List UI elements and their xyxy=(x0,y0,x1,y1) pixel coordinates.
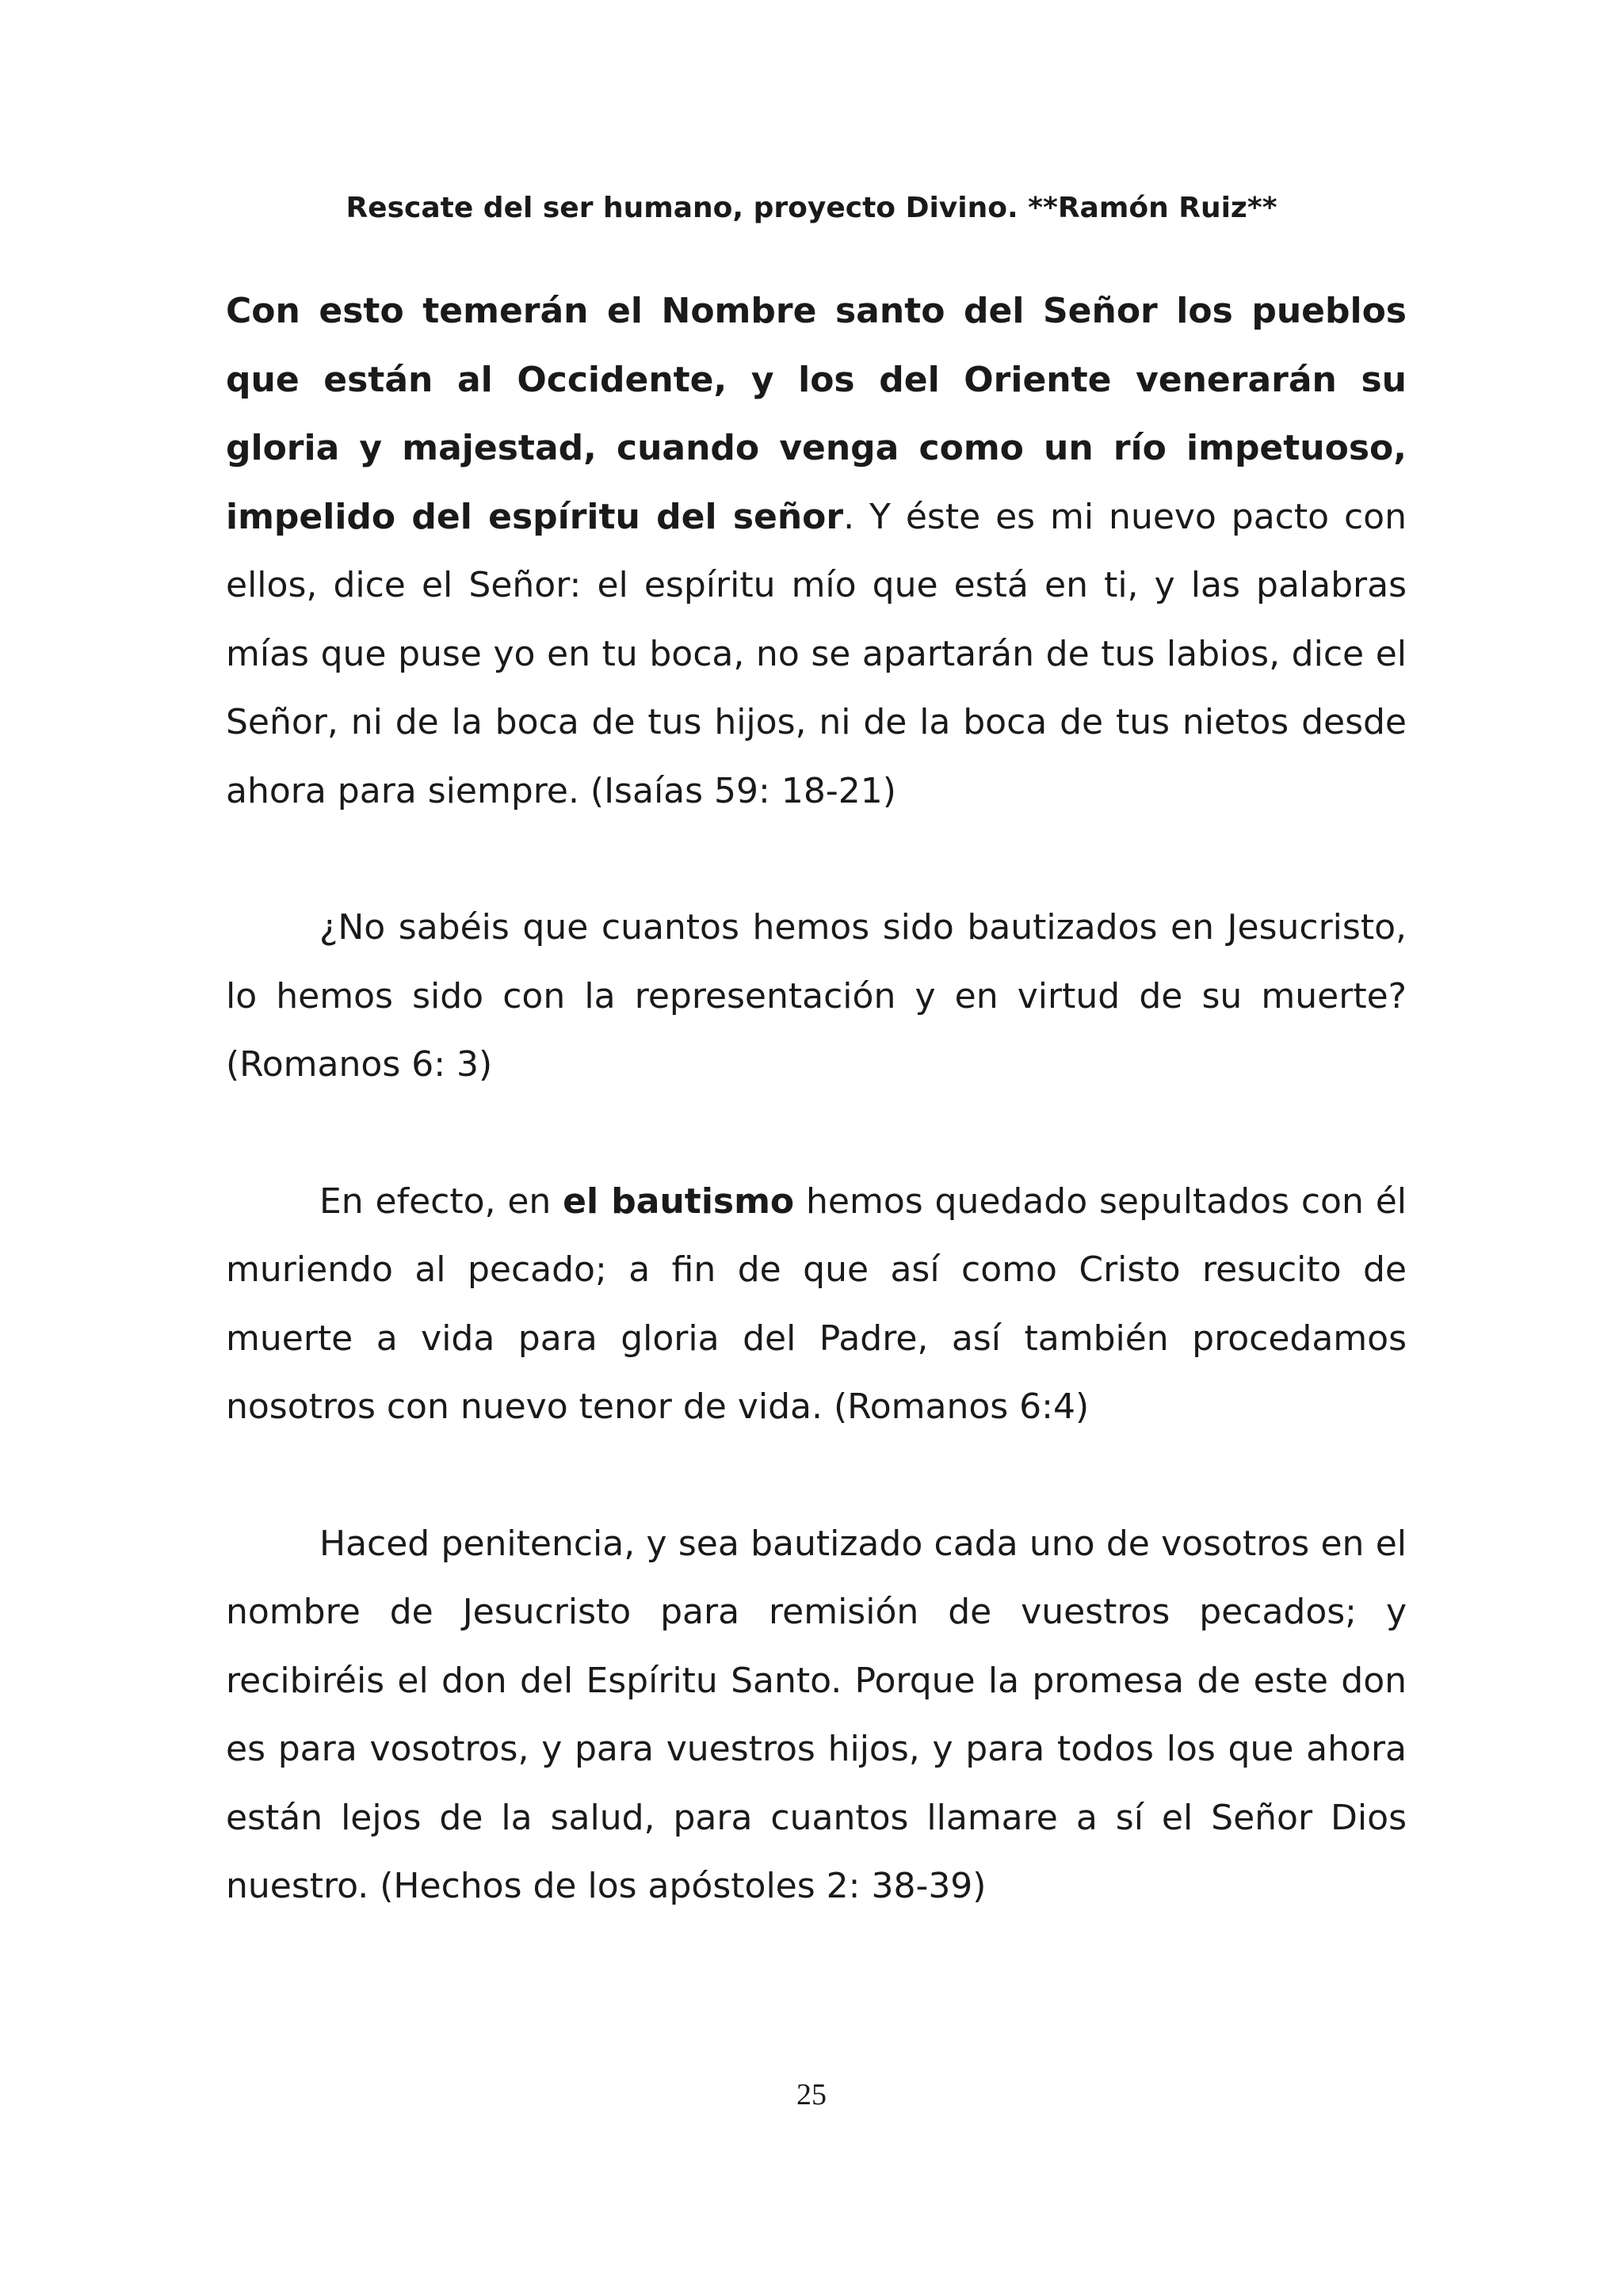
emphasis-text: Con esto temerán el Nombre santo del Señor los pueblos que están al Occidente, y los del Oriente venerarán su gloria y majestad, cuando venga como un río impetuoso, impelido del espíritu del señor xyxy=(226,291,1407,537)
paragraph-romanos-6-4 xyxy=(226,1168,1407,1442)
running-header: Rescate del ser humano, proyecto Divino. **Ramón Ruiz** xyxy=(346,192,1277,224)
paragraph-text: hemos quedado sepultados con él muriendo al pecado; a fin de que así como Cristo resucito de muerte a vida para gloria del Padre, así también procedamos nosotros con nuevo tenor de vida. (Romanos 6:4) xyxy=(226,1180,1407,1427)
paragraph-text: . Y éste es mi nuevo pacto con ellos, dice el Señor: el espíritu mío que está en ti, y las palabras mías que puse yo en tu boca, no se apartarán de tus labios, dice el Señor, ni de la boca de tus hijos, ni de la boca de tus nietos desde ahora para siempre. (Isaías 59: 18-21) xyxy=(226,496,1407,811)
page-number: 25 xyxy=(796,2078,827,2111)
page-body xyxy=(226,277,1407,1921)
paragraph-text: En efecto, en xyxy=(319,1180,563,1222)
paragraph-isaias xyxy=(226,277,1407,826)
emphasis-text: el bautismo xyxy=(563,1180,795,1222)
paragraph-hechos-2-38: Haced penitencia, y sea bautizado cada uno de vosotros en el nombre de Jesucristo para remisión de vuestros pecados; y recibiréis el don del Espíritu Santo. Porque la promesa de este don es para vosotros, y para vuestros hijos, y para todos los que ahora están lejos de la salud, para cuantos llamare a sí el Señor Dios nuestro. (Hechos de los apóstoles 2: 38-39) xyxy=(226,1523,1407,1906)
paragraph-romanos-6-3: ¿No sabéis que cuantos hemos sido bautizados en Jesucristo, lo hemos sido con la representación y en virtud de su muerte? (Romanos 6: 3) xyxy=(226,907,1407,1085)
